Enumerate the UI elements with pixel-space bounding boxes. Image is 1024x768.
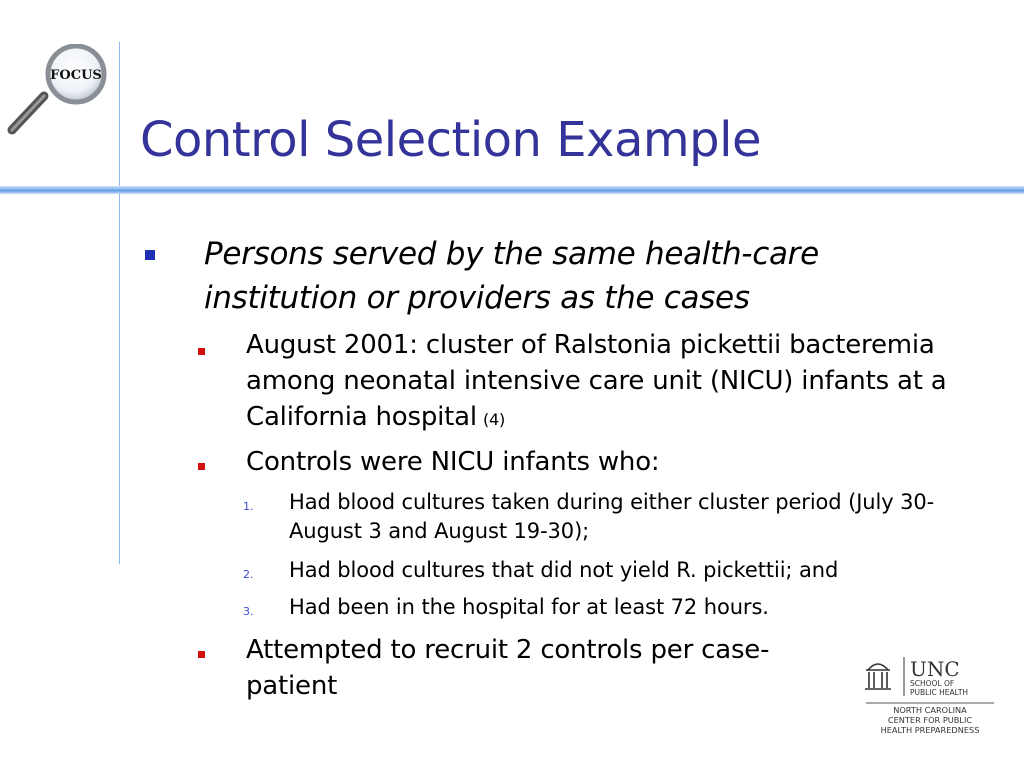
reference-marker: (4) (482, 410, 506, 429)
unc-logo (862, 654, 997, 736)
sub-bullet: Attempted to recruit 2 controls per case-patient (246, 635, 770, 701)
numbered-item: Had blood cultures that did not yield R. pickettii; and (289, 558, 839, 582)
logo-text: FOCUS (50, 68, 102, 83)
center-line-1: NORTH CAROLINA (893, 705, 967, 715)
sub-bullet-text: August 2001: cluster of Ralstonia pickettii bacteremia among neonatal intensive care unit (NICU) infants at a California hospital (246, 330, 947, 432)
sub-bullet (246, 327, 976, 438)
bullet-marker (198, 463, 205, 470)
numbered-item: Had blood cultures taken during either cluster period (July 30-August 3 and August 19-30); (289, 490, 935, 543)
list-number: 1. (243, 500, 254, 513)
old-well-icon (865, 664, 891, 689)
bullet-level1: Persons served by the same health-care institution or providers as the cases (204, 236, 819, 316)
bullet-marker (145, 250, 155, 260)
slide-title: Control Selection Example (140, 112, 761, 168)
unc-wordmark: UNC (910, 657, 960, 681)
list-number: 2. (243, 568, 254, 581)
vertical-accent-line (119, 42, 120, 564)
bullet-marker (198, 348, 205, 355)
school-line-2: PUBLIC HEALTH (910, 688, 969, 697)
bullet-marker (198, 651, 205, 658)
center-line-2: CENTER FOR PUBLIC (887, 715, 973, 725)
center-line-3: HEALTH PREPAREDNESS (880, 725, 980, 735)
numbered-item: Had been in the hospital for at least 72 hours. (289, 595, 769, 619)
school-line-1: SCHOOL OF (910, 679, 955, 688)
focus-magnifier-icon (4, 44, 116, 140)
list-number: 3. (243, 605, 254, 618)
sub-bullet: Controls were NICU infants who: (246, 447, 660, 477)
horizontal-accent-band (0, 186, 1024, 194)
